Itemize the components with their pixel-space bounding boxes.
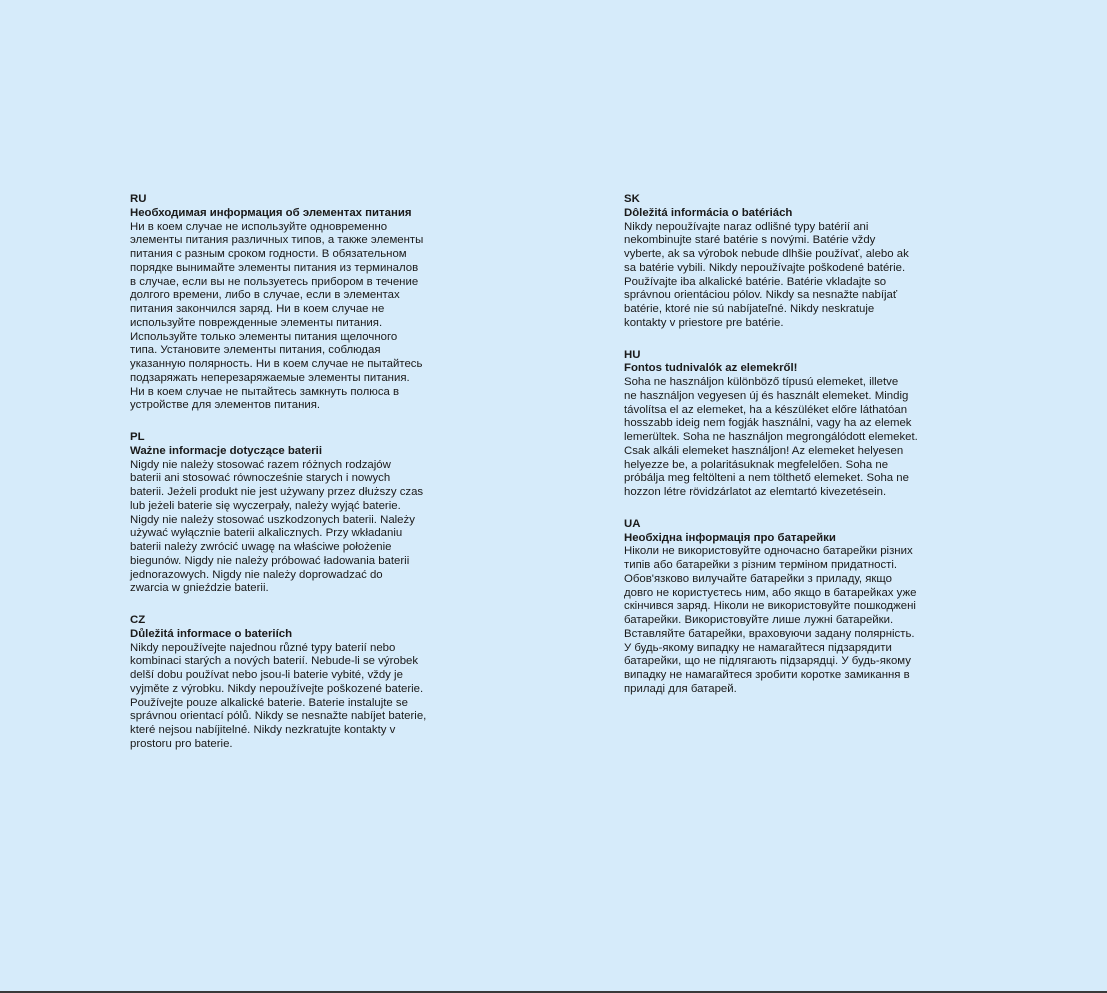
section-hu [624,349,969,500]
section-body: Nikdy nepoužívejte najednou různé typy baterií nebo kombinaci starých a nových baterií. Nebude-li se výrobek delší dobu používat nebo jsou-li baterie vybité, vždy je vyjměte z výrobku. Nikdy nepoužívejte poškozené baterie. Používejte pouze alkalické baterie. Baterie instalujte se správnou orientací pólů. Nikdy se nesnažte nabíjet baterie, které nejsou nabíjitelné. Nikdy nezkratujte kontakty v prostoru pro baterie. [130,641,427,750]
section-heading: Fontos tudnivalók az elemekről! [624,362,798,375]
section-cz [130,614,475,752]
section-body: Nigdy nie należy stosować razem różnych rodzajów baterii ani stosować równocześnie starych i nowych baterii. Jeżeli produkt nie jest używany przez dłuższy czas lub jeżeli baterie się wyczerpały, należy wyjąć baterie. Nigdy nie należy stosować uszkodzonych baterii. Należy używać wyłącznie baterii alkalicznych. Przy wkładaniu baterii należy zwrócić uwagę na właściwe położenie biegunów. Nigdy nie należy próbować ładowania baterii jednorazowych. Nigdy nie należy doprowadzać do zwarcia w gnieździe baterii. [130,458,424,595]
right-column [624,193,969,715]
section-heading: Dôležitá informácia o batériách [624,206,793,219]
section-sk [624,193,969,331]
language-code: HU [624,348,641,361]
language-code: CZ [130,614,146,626]
section-heading: Důležitá informace o bateriích [130,627,293,640]
section-body: Soha ne használjon különböző típusú elemeket, illetve ne használjon vegyesen új és használt elemeket. Mindig távolítsa el az elemeket, ha a készüléket előre láthatóan hosszabb ideig nem fogják használni, vagy ha az elemek lemerültek. Soha ne használjon megrongálódott elemeket. Csak alkáli elemeket használjon! Az elemeket helyesen helyezze be, a polaritásuknak megfelelően. Soha ne próbálja meg feltölteni a nem tölthető elemeket. Soha ne hozzon létre rövidzárlatot az elemtartó kivezetésein. [624,376,918,498]
language-code: PL [130,431,145,443]
section-body: Nikdy nepoužívajte naraz odlišné typy batérií ani nekombinujte staré batérie s novými. Batérie vždy vyberte, ak sa výrobok nebude dlhšie používať, alebo ak sa batérie vybili. Nikdy nepoužívajte poškodené batérie. Používajte iba alkalické batérie. Batérie vkladajte so správnou orientáciou pólov. Nikdy sa nesnažte nabíjať batérie, ktoré nie sú nabíjateľné. Nikdy neskratuje kontakty v priestore pre batérie. [624,220,909,329]
section-ua [624,518,969,697]
section-body: Ни в коем случае не используйте одновременно элементы питания различных типов, а также элементы питания с разным сроком годности. В обязательном порядке вынимайте элементы питания из терминалов в случае, если вы не пользуетесь прибором в течение долгого времени, либо в случае, если в элементах питания закончился заряд. Ни в коем случае не используйте поврежденные элементы питания. Используйте только элементы питания щелочного типа. Установите элементы питания, соблюдая указанную полярность. Ни в коем случае не пытайтесь подзаряжать неперезаряжаемые элементы питания. Ни в коем случае не пытайтесь замкнуть полюса в устройстве для элементов питания. [130,220,424,412]
section-ru [130,193,475,413]
section-heading: Необходимая информация об элементах питания [130,206,412,219]
language-code: SK [624,193,640,205]
section-pl [130,431,475,596]
section-heading: Необхідна інформація про батарейки [624,531,836,544]
left-column [130,193,475,770]
language-code: RU [130,193,147,205]
section-body: Ніколи не використовуйте одночасно батарейки різних типів або батарейки з різним терміном придатності. Обов'язково вилучайте батарейки з приладу, якщо довго не користуєтесь ним, або якщо в батарейках уже скінчився заряд. Ніколи не використовуйте пошкоджені батарейки. Використовуйте лише лужні батарейки. Вставляйте батарейки, враховуючи задану полярність. У будь-якому випадку не намагайтеся підзарядити батарейки, що не підлягають підзарядці. У будь-якому випадку не намагайтеся зробити коротке замикання в приладі для батарей. [624,545,917,695]
language-code: UA [624,517,641,530]
section-heading: Ważne informacje dotyczące baterii [130,444,323,457]
